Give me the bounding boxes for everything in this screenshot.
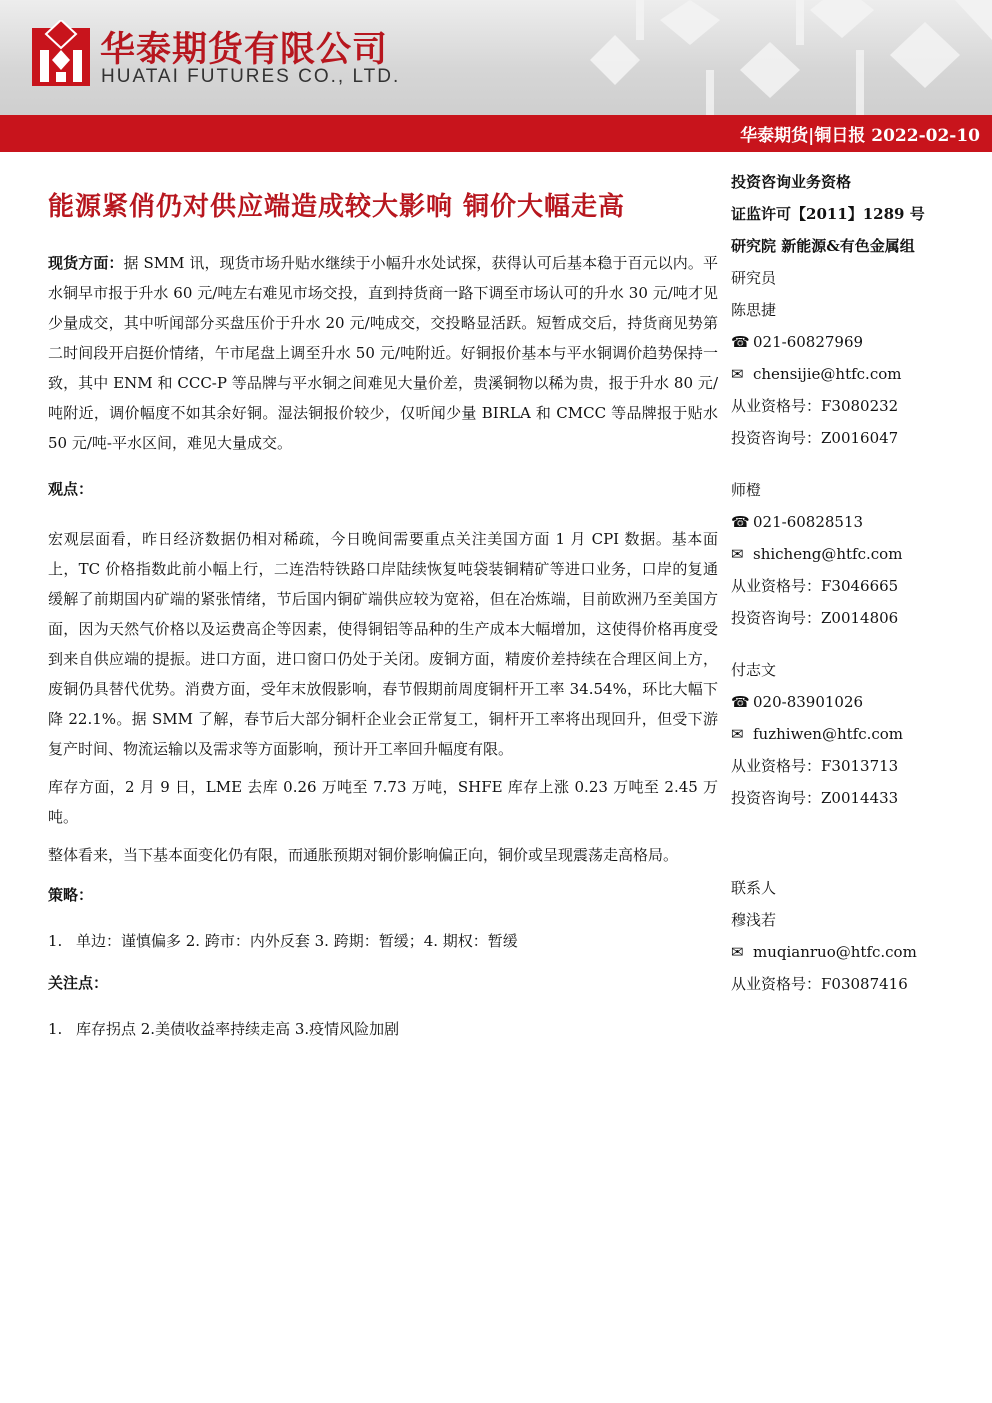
analyst-cert: 从业资格号：F3046665 xyxy=(731,577,899,595)
analyst-cert: 从业资格号：F3080232 xyxy=(731,397,899,415)
spot-label: 现货方面： xyxy=(48,254,124,272)
phone-number: 021-60828513 xyxy=(753,513,864,531)
view-heading: 观点： xyxy=(48,480,94,498)
analyst-name: 师橙 xyxy=(731,481,762,499)
email-link[interactable]: chensijie@htfc.com xyxy=(753,365,902,383)
spot-text: 据 SMM 讯，现货市场升贴水继续于小幅升水处试探，获得认可后基本稳于百元以内。平水铜早市报于升水 60 元/吨左右难见市场交投，直到持货商一路下调至市场认可的升水 30 元/吨才见少量成交，其中听闻部分买盘压价于升水 20 元/吨成交，交投略显活跃。短暂成交后，持货商见势第二时间段开启挺价情绪，午市尾盘上调至升水 50 元/吨附近。好铜报价基本与平水铜调价趋势保持一致，其中 ENM 和 CCC-P 等品牌与平水铜之间难见大量价差，贵溪铜物以稀为贵，报于升水 80 元/吨附近，调价幅度不如其余好铜。湿法铜报价较少，仅听闻少量 BIRLA 和 CMCC 等品牌报于贴水 50 元/吨-平水区间，难见大量成交。 xyxy=(48,254,718,452)
qualification-title: 投资咨询业务资格 xyxy=(731,173,852,191)
view-paragraph-macro: 宏观层面看，昨日经济数据仍相对稀疏，今日晚间需要重点关注美国方面 1 月 CPI 数据。基本面上，TC 价格指数此前小幅上行，二连浩特铁路口岸陆续恢复吨袋装铜精矿等进口业务，口岸的复通缓解了前期国内矿端的紧张情绪，节后国内铜矿端供应较为宽裕，但在冶炼端，目前欧洲乃至美国方面，因为天然气价格以及运费高企等因素，使得铜铝等品种的生产成本大幅增加，这使得价格再度受到来自供应端的提振。进口方面，进口窗口仍处于关闭。废铜方面，精废价差持续在合理区间上方，废铜仍具替代优势。消费方面，受年末放假影响，春节假期前周度铜杆开工率 34.54%，环比大幅下降 22.1%。据 SMM 了解，春节后大部分铜杆企业会正常复工，铜杆开工率将出现回升，但受下游复产时间、物流运输以及需求等方面影响，预计开工率回升幅度有限。 xyxy=(48,530,718,758)
spot-paragraph xyxy=(48,248,718,458)
focus-item xyxy=(48,1014,718,1044)
mail-icon: ✉ xyxy=(731,545,744,563)
focus-heading: 关注点： xyxy=(48,974,109,992)
company-name-cn: 华泰期货有限公司 xyxy=(100,30,389,70)
strategy-heading: 策略： xyxy=(48,886,94,904)
contact-email xyxy=(731,936,981,968)
analyst-advisor-no: 投资咨询号：Z0014806 xyxy=(731,609,899,627)
researcher-role: 研究员 xyxy=(731,269,777,287)
view-paragraph-summary: 整体看来，当下基本面变化仍有限，而通胀预期对铜价影响偏正向，铜价或呈现震荡走高格局。 xyxy=(48,846,679,864)
analyst-phone xyxy=(731,686,981,718)
phone-number: 021-60827969 xyxy=(753,333,864,351)
analyst-email xyxy=(731,358,981,390)
strategy-text: 单边：谨慎偏多 2. 跨市：内外反套 3. 跨期：暂缓；4. 期权：暂缓 xyxy=(76,932,518,950)
mail-icon: ✉ xyxy=(731,365,744,383)
company-name-en: HUATAI FUTURES CO., LTD. xyxy=(101,66,401,87)
department: 研究院 新能源&有色金属组 xyxy=(731,237,915,255)
analyst-advisor-no: 投资咨询号：Z0014433 xyxy=(731,789,899,807)
phone-icon: ☎ xyxy=(731,333,750,351)
analyst-cert: 从业资格号：F3013713 xyxy=(731,757,899,775)
email-link[interactable]: shicheng@htfc.com xyxy=(753,545,903,563)
strategy-number: 1. xyxy=(48,932,63,950)
contact-role: 联系人 xyxy=(731,879,777,897)
email-link[interactable]: fuzhiwen@htfc.com xyxy=(753,725,904,743)
analyst-email xyxy=(731,718,981,750)
contact-cert: 从业资格号：F03087416 xyxy=(731,975,908,993)
analyst-name: 付志文 xyxy=(731,661,777,679)
analyst-sidebar xyxy=(731,166,981,1000)
strategy-item xyxy=(48,926,718,956)
analyst-advisor-no: 投资咨询号：Z0016047 xyxy=(731,429,899,447)
page-title: 能源紧俏仍对供应端造成较大影响 铜价大幅走高 xyxy=(48,192,626,222)
license-number: 证监许可【2011】1289 号 xyxy=(731,205,925,223)
phone-icon: ☎ xyxy=(731,693,750,711)
phone-icon: ☎ xyxy=(731,513,750,531)
email-link[interactable]: muqianruo@htfc.com xyxy=(753,943,917,961)
phone-number: 020-83901026 xyxy=(753,693,864,711)
analyst-phone xyxy=(731,506,981,538)
analyst-email xyxy=(731,538,981,570)
header-decoration xyxy=(560,0,992,115)
huatai-logo-icon xyxy=(32,20,90,86)
mail-icon: ✉ xyxy=(731,725,744,743)
analyst-name: 陈思捷 xyxy=(731,301,777,319)
contact-name: 穆浅若 xyxy=(731,911,777,929)
focus-number: 1. xyxy=(48,1020,63,1038)
analyst-phone xyxy=(731,326,981,358)
report-body xyxy=(48,248,718,1044)
focus-text: 库存拐点 2.美债收益率持续走高 3.疫情风险加剧 xyxy=(76,1020,400,1038)
view-paragraph-inventory: 库存方面，2 月 9 日，LME 去库 0.26 万吨至 7.73 万吨，SHFE 库存上涨 0.23 万吨至 2.45 万吨。 xyxy=(48,778,718,826)
mail-icon: ✉ xyxy=(731,943,744,961)
page-header xyxy=(0,0,992,115)
report-tag: 华泰期货|铜日报 2022-02-10 xyxy=(740,126,980,146)
